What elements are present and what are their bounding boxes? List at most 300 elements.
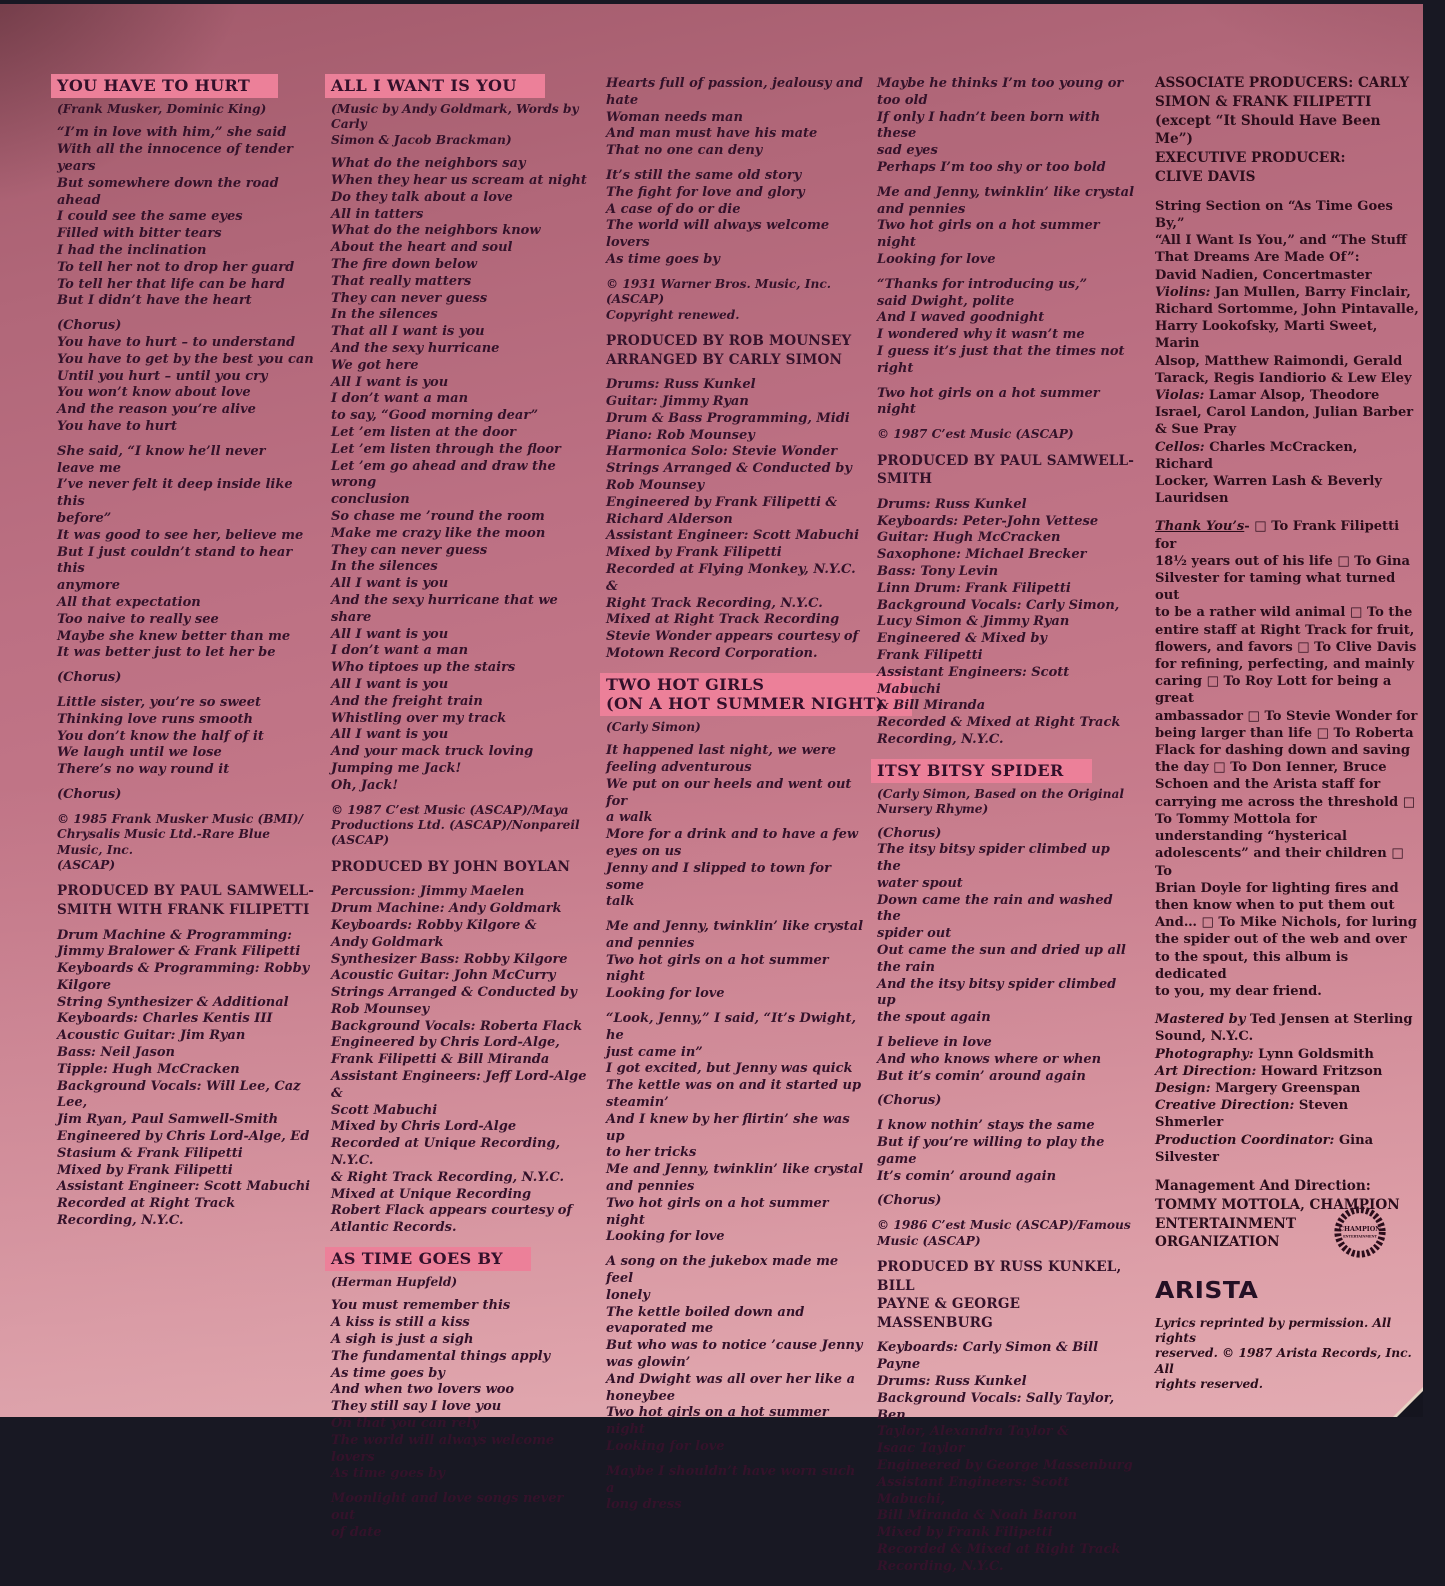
lyric-line: But I just couldn’t stand to hear this: [57, 544, 293, 577]
lyrics-stanza: [606, 76, 868, 160]
producer-credit-line: (except “It Should Have Been Me”): [1155, 112, 1381, 148]
credits-text-line: String Section on “As Time Goes By,”: [1155, 198, 1393, 231]
lyrics-stanza: [606, 1254, 868, 1456]
musician-credit-line: Keyboards: Carly Simon & Bill: [877, 1340, 1099, 1356]
musician-credit-line: Motown Record Corporation.: [606, 645, 818, 661]
credits-text-line: Silvester for taming what turned out: [1155, 571, 1396, 604]
column-two-hot-girls-itsy-bitsy-spider: [877, 76, 1137, 1586]
arista-logo: ARISTA: [1155, 1276, 1259, 1304]
lyric-line: Two hot girls on a hot summer night: [877, 218, 1100, 251]
song-title-text: (ON A HOT SUMMER NIGHT): [606, 693, 884, 713]
lyric-line: the rain: [877, 959, 935, 975]
lyric-line: hate: [606, 92, 639, 108]
text-run: Creative Direction:: [1155, 1098, 1295, 1114]
musician-credit-line: Assistant Engineers: Scott Mabuchi,: [877, 1474, 1070, 1507]
lyric-line: Looking for love: [606, 1439, 725, 1454]
song-title-row: [877, 759, 1137, 787]
lyric-line: To tell her not to drop her guard: [57, 259, 295, 275]
text-run: Steven Shmerler: [1155, 1098, 1349, 1131]
lyric-line: And Dwight was all over her like a: [606, 1371, 855, 1387]
musician-credit-line: Recorded & Mixed at Right Track: [877, 715, 1121, 731]
lyric-line: And when two lovers woo: [331, 1382, 515, 1398]
lyric-line: anymore: [57, 578, 120, 594]
musician-credit-line: Bass: Neil Jason: [57, 1045, 175, 1061]
lyric-line: And the itsy bitsy spider climbed up: [877, 976, 1117, 1009]
musician-credit-line: Synthesizer Bass: Robby Kilgore: [331, 951, 568, 967]
credits-text-line: ambassador □ To Stevie Wonder for: [1155, 708, 1418, 724]
lyric-line: (Chorus): [57, 670, 122, 686]
musician-credit-line: Keyboards & Programming: Robby: [57, 961, 310, 977]
credits-text-line: Flack for dashing down and saving: [1155, 743, 1410, 759]
song-title-row: [606, 673, 884, 720]
credits-text-line: Alsop, Matthew Raimondi, Gerald: [1155, 353, 1403, 369]
musician-credit-line: Engineered & Mixed by: [877, 631, 1047, 647]
musician-credit-line: Engineered by Chris Lord-Alge,: [331, 1035, 560, 1051]
musician-credit-line: Bass: Tony Levin: [877, 563, 999, 579]
writer-credit-line: (Frank Musker, Dominic King): [57, 102, 267, 116]
lyric-line: You don’t know the half of it: [57, 728, 264, 744]
credits-text-line: the spider out of the web and over: [1155, 932, 1407, 948]
lyric-line: Looking for love: [877, 251, 996, 267]
lyric-line: That no one can deny: [606, 143, 763, 159]
production-credit-line: PRODUCED BY PAUL SAMWELL-: [57, 883, 315, 900]
lyric-line: Two hot girls on a hot summer night: [606, 952, 829, 985]
musician-credit-line: Strings Arranged & Conducted by: [606, 461, 852, 477]
lyric-line: and pennies: [606, 935, 695, 951]
musician-credit-line: Drums: Russ Kunkel: [877, 1374, 1027, 1390]
lyric-columns: [0, 4, 1423, 1574]
lyric-line: You have to hurt – to understand: [57, 334, 296, 350]
musician-credit-line: Recording, N.Y.C.: [57, 1213, 184, 1229]
lyric-line: They still say I love you: [331, 1399, 502, 1415]
production-credit-line: SMITH WITH FRANK FILIPETTI: [57, 901, 310, 918]
lyric-line: Maybe he thinks I’m too young or: [877, 76, 1124, 91]
musician-credit-line: Percussion: Jimmy Maelen: [331, 884, 525, 900]
lyric-line: leave me: [57, 460, 122, 476]
musician-credit-line: Assistant Engineer: Scott Mabuchi: [57, 1179, 311, 1195]
musician-credit-line: Recorded at Right Track: [57, 1196, 236, 1212]
production-credit-line: PRODUCED BY JOHN BOYLAN: [331, 858, 571, 875]
lyric-line: I know nothin’ stays the same: [877, 1118, 1095, 1134]
lyric-line: I could see the same eyes: [57, 209, 243, 225]
musician-credit-line: Keyboards: Peter-John Vettese: [877, 513, 1099, 529]
copyright-notice: [877, 427, 1137, 442]
lyric-line: Hearts full of passion, jealousy and: [606, 76, 863, 91]
lyric-line: a walk: [606, 810, 653, 826]
lyric-line: Two hot girls on a hot summer night: [877, 385, 1100, 418]
lyric-line: It happened last night, we were: [606, 743, 837, 759]
lyric-line: And your mack truck loving: [331, 744, 534, 760]
musician-credit-line: Mixed by Frank Filipetti: [606, 545, 782, 561]
lyric-line: And the freight train: [331, 693, 483, 709]
song-title-highlight: [871, 759, 1092, 783]
lyric-line: In the silences: [331, 559, 438, 575]
lyric-line: You have to hurt: [57, 418, 177, 434]
writer-credit-line: Simon & Jacob Brackman): [331, 132, 512, 147]
lyric-line: lovers: [606, 235, 650, 251]
lyrics-stanza: [331, 1298, 591, 1483]
lyric-line: (Chorus): [877, 1093, 942, 1109]
musician-credit-line: Drums: Russ Kunkel: [606, 377, 756, 393]
lyrics-stanza: [877, 386, 1137, 420]
musician-credit-line: Frank Filipetti: [877, 647, 983, 663]
lyric-line: sad eyes: [877, 143, 938, 159]
lyric-line: said Dwight, polite: [877, 293, 1015, 309]
credits-text-line: [1155, 1097, 1419, 1131]
lyric-line: water spout: [877, 875, 963, 891]
musician-credit-line: Mixed by Frank Filipetti: [57, 1162, 233, 1178]
musician-credits: [877, 1340, 1137, 1575]
lyric-line: Do they talk about a love: [331, 189, 513, 205]
musician-credit-line: Recorded at Unique Recording, N.Y.C.: [331, 1136, 561, 1169]
lyric-line: But it’s comin’ around again: [877, 1068, 1086, 1084]
lyrics-stanza: [877, 1118, 1137, 1185]
musician-credit-line: Richard Alderson: [606, 511, 733, 527]
musician-credit-line: Background Vocals: Sally Taylor, Ben: [877, 1390, 1115, 1423]
credits-text-line: Lauridsen: [1155, 491, 1229, 507]
song-title-row: [331, 1247, 591, 1275]
lyric-line: Let ’em listen through the floor: [331, 441, 561, 457]
lyric-line: But I didn’t have the heart: [57, 293, 252, 309]
text-run: Charles McCracken, Richard: [1155, 439, 1358, 472]
text-run: Jan Mullen, Barry Finclair,: [1210, 284, 1411, 300]
musician-credit-line: Jim Ryan, Paul Samwell-Smith: [57, 1112, 279, 1128]
text-run: Production Coordinator:: [1155, 1132, 1335, 1148]
credits-text-line: for refining, perfecting, and mainly: [1155, 657, 1415, 673]
credits-text-line: to the spout, this album is dedicated: [1155, 949, 1349, 982]
musician-credit-line: Acoustic Guitar: Jim Ryan: [57, 1028, 246, 1044]
lyric-line: just came in”: [606, 1044, 703, 1060]
lyric-line: That all I want is you: [331, 324, 485, 340]
musician-credits: [877, 497, 1137, 749]
svg-text:ENTERTAINMENT: ENTERTAINMENT: [1343, 1233, 1377, 1238]
lyric-line: So chase me ’round the room: [331, 508, 545, 524]
musician-credit-line: Recorded at Flying Monkey, N.Y.C. &: [606, 561, 856, 594]
lyric-line: The world will always welcome: [331, 1432, 555, 1448]
lyric-line: That really matters: [331, 273, 472, 289]
musician-credit-line: Robert Flack appears courtesy of: [331, 1203, 573, 1219]
lyrics-stanza: [331, 1491, 591, 1541]
lyric-line: We laugh until we lose: [57, 745, 222, 761]
writer-credit-line: (Herman Hupfeld): [331, 1275, 458, 1290]
musician-credit-line: Drum Machine & Programming:: [57, 927, 292, 943]
production-credit-line: SMITH: [877, 471, 933, 488]
thank-yous: [1155, 518, 1419, 1000]
copyright-line: Chrysalis Music Ltd.-Rare Blue Music, Inc.: [57, 827, 270, 857]
lyric-line: All I want is you: [331, 676, 449, 692]
lyric-line: I’ve never felt it deep inside like this: [57, 477, 293, 510]
production-credit: [57, 882, 317, 919]
lyric-line: We put on our heels and went out for: [606, 776, 852, 809]
text-run: Cellos:: [1155, 439, 1205, 455]
lyric-line: the spout again: [877, 1010, 991, 1026]
credits-text-line: then know when to put them out: [1155, 897, 1395, 913]
text-run: Ted Jensen at Sterling: [1245, 1012, 1413, 1028]
lyric-line: On that you can rely: [331, 1416, 479, 1432]
copyright-line: reserved. © 1987 Arista Records, Inc. All: [1155, 1346, 1412, 1376]
credits-text-line: [1155, 284, 1419, 301]
song-title-text: ITSY BITSY SPIDER: [877, 760, 1064, 780]
musician-credit-line: Recording, N.Y.C.: [877, 1558, 1004, 1574]
musician-credit-line: Bill Miranda & Noah Baron: [877, 1508, 1078, 1524]
credits-text-line: And… □ To Mike Nichols, for luring: [1155, 915, 1417, 931]
song-title-text: TWO HOT GIRLS: [606, 674, 765, 694]
lyric-line: You won’t know about love: [57, 385, 251, 401]
lyric-line: talk: [606, 894, 635, 910]
text-run: Design:: [1155, 1080, 1211, 1096]
lyric-line: The kettle was on and it started up: [606, 1078, 862, 1094]
writer-credit: [606, 720, 868, 735]
musician-credit-line: Isaac Taylor: [877, 1441, 965, 1457]
credits-text-line: David Nadien, Concertmaster: [1155, 267, 1372, 283]
lyric-line: (Chorus): [57, 786, 122, 802]
lyric-line: Jenny and I slipped to town for some: [606, 860, 831, 893]
musician-credit-line: Stasium & Frank Filipetti: [57, 1145, 243, 1161]
lyric-line: The world will always welcome: [606, 218, 830, 234]
lyric-line: All I want is you: [331, 374, 449, 390]
copyright-notice: [57, 812, 317, 874]
lyric-line: Perhaps I’m too shy or too bold: [877, 159, 1106, 175]
lyric-line: Me and Jenny, twinklin’ like crystal: [606, 1162, 864, 1178]
text-run: Howard Fritzson: [1256, 1063, 1383, 1079]
lyrics-stanza: [57, 670, 317, 687]
musician-credit-line: Background Vocals: Roberta Flack: [331, 1018, 583, 1034]
musician-credit-line: Mixed by Frank Filipetti: [877, 1525, 1053, 1541]
lyric-line: With all the innocence of tender: [57, 142, 293, 158]
producer-credit-line: ASSOCIATE PRODUCERS: CARLY: [1155, 75, 1410, 91]
lyric-line: The fire down below: [331, 257, 478, 272]
lyric-line: It’s comin’ around again: [877, 1168, 1057, 1184]
production-credit: [877, 1258, 1137, 1332]
lyric-line: We got here: [331, 357, 419, 373]
lyric-line: spider out: [877, 926, 952, 942]
copyright-notice: [1155, 1316, 1419, 1393]
musician-credit-line: Drums: Russ Kunkel: [877, 496, 1027, 512]
musician-credit-line: Taylor, Alexandra Taylor &: [877, 1424, 1069, 1440]
lyric-line: You must remember this: [331, 1298, 511, 1314]
credits-text-line: [1155, 387, 1419, 404]
credits-text-line: entire staff at Right Track for fruit,: [1155, 622, 1415, 638]
credits-text-line: That Dreams Are Made Of”:: [1155, 250, 1360, 266]
lyric-line: and pennies: [877, 201, 966, 217]
musician-credit-line: Mixed by Chris Lord-Alge: [331, 1119, 517, 1135]
writer-credit: [877, 787, 1137, 818]
credits-text-line: [1155, 1011, 1419, 1028]
copyright-line: Lyrics reprinted by permission. All rights: [1155, 1315, 1392, 1345]
lyric-line: Two hot girls on a hot summer night: [606, 1195, 829, 1228]
lyrics-stanza: [606, 168, 868, 269]
credits-text-line: Schoen and the Arista staff for: [1155, 777, 1381, 793]
text-run: Violas:: [1155, 388, 1205, 404]
lyric-line: And who knows where or when: [877, 1051, 1102, 1067]
lyric-line: feeling adventurous: [606, 759, 752, 775]
production-staff-credits: [1155, 1011, 1419, 1166]
management-credit-line: TOMMY MOTTOLA, CHAMPION: [1155, 1196, 1400, 1213]
production-credit: [606, 332, 868, 369]
musician-credit-line: Assistant Engineers: Scott Mabuchi: [877, 664, 1070, 697]
musician-credit-line: Piano: Rob Mounsey: [606, 427, 755, 443]
lyric-line: to her tricks: [606, 1145, 697, 1161]
column-as-time-goes-by-two-hot-girls: [606, 76, 884, 1522]
lyric-line: As time goes by: [331, 1365, 445, 1381]
lyrics-stanza: [877, 277, 1137, 378]
lyrics-stanza: [57, 787, 317, 804]
production-credit: [331, 858, 591, 877]
lyric-line: But if you’re willing to play the game: [877, 1135, 1105, 1167]
musician-credit-line: Jimmy Bralower & Frank Filipetti: [57, 944, 301, 960]
musician-credit-line: String Synthesizer & Additional: [57, 994, 289, 1010]
lyric-line: But who was to notice ’cause Jenny: [606, 1338, 863, 1354]
lyric-line: A case of do or die: [606, 201, 741, 217]
musician-credit-line: Background Vocals: Will Lee, Caz Lee,: [57, 1078, 301, 1111]
lyrics-stanza: [606, 1011, 868, 1246]
lyric-line: conclusion: [331, 492, 410, 508]
lyric-line: “I’m in love with him,” she said: [57, 125, 287, 141]
text-run: Lamar Alsop, Theodore: [1204, 388, 1380, 404]
copyright-line: © 1987 C’est Music (ASCAP)/Maya: [331, 802, 569, 817]
lyric-line: They can never guess: [331, 542, 488, 558]
lyric-line: Let ’em go ahead and draw the wrong: [331, 458, 556, 491]
lyric-line: “Thanks for introducing us,”: [877, 276, 1088, 292]
lyric-line: All that expectation: [57, 594, 201, 610]
lyric-line: More for a drink and to have a few: [606, 827, 859, 843]
column-album-credits: [1155, 74, 1419, 1402]
musician-credit-line: Harmonica Solo: Stevie Wonder: [606, 444, 838, 460]
corner-shadow: [1397, 1391, 1423, 1417]
lyric-line: The fundamental things apply: [331, 1348, 551, 1364]
lyric-line: evaporated me: [606, 1321, 714, 1337]
copyright-line: (ASCAP): [57, 857, 116, 872]
lyric-line: A song on the jukebox made me feel: [606, 1254, 839, 1287]
musician-credit-line: Mixed at Unique Recording: [331, 1186, 532, 1202]
writer-credit: [331, 102, 591, 148]
musician-credit-line: Lucy Simon & Jimmy Ryan: [877, 614, 1070, 630]
musician-credit-line: Payne: [877, 1357, 921, 1373]
credits-text-line: [1155, 518, 1419, 552]
lyric-line: Looking for love: [606, 986, 725, 1002]
lyric-line: A kiss is still a kiss: [331, 1315, 470, 1331]
lyric-line: The fight for love and glory: [606, 184, 805, 200]
writer-credit-line: (Music by Andy Goldmark, Words by Carly: [331, 102, 579, 132]
credits-text-line: [1155, 1080, 1419, 1097]
song-title-highlight: [325, 1247, 531, 1271]
writer-credit-line: (Carly Simon, Based on the Original: [877, 786, 1125, 801]
lyrics-stanza: [877, 1193, 1137, 1210]
credits-text-line: [1155, 1046, 1419, 1063]
management-credit-line: Management And Direction:: [1155, 1177, 1371, 1194]
management-credit-lines: [1155, 1215, 1325, 1253]
liner-notes-sheet: [0, 4, 1423, 1574]
musician-credit-line: Engineered by Chris Lord-Alge, Ed: [57, 1129, 310, 1145]
musician-credit-line: Atlantic Records.: [331, 1220, 457, 1236]
lyric-line: What do the neighbors say: [331, 156, 526, 172]
production-credit-line: ARRANGED BY CARLY SIMON: [606, 351, 843, 368]
copyright-line: © 1986 C’est Music (ASCAP)/Famous: [877, 1218, 1131, 1233]
lyric-line: There’s no way round it: [57, 762, 230, 778]
musician-credit-line: Tipple: Hugh McCracken: [57, 1061, 240, 1077]
copyright-line: © 1985 Frank Musker Music (BMI)/: [57, 811, 303, 826]
lyric-line: Down came the rain and washed the: [877, 892, 1113, 925]
musician-credit-line: Keyboards: Robby Kilgore &: [331, 917, 537, 933]
lyric-line: Who tiptoes up the stairs: [331, 660, 516, 676]
producer-credit-line: EXECUTIVE PRODUCER:: [1155, 150, 1346, 167]
copyright-line: rights reserved.: [1155, 1377, 1263, 1392]
lyric-line: All I want is you: [331, 626, 449, 642]
lyrics-stanza: [57, 695, 317, 779]
lyric-line: Two hot girls on a hot summer night: [606, 1405, 829, 1438]
lyric-line: The itsy bitsy spider climbed up the: [877, 842, 1110, 875]
musician-credit-line: Guitar: Jimmy Ryan: [606, 393, 749, 409]
lyric-line: too old: [877, 92, 928, 108]
song-title-text: ALL I WANT IS YOU: [331, 76, 517, 95]
credits-text-line: flowers, and favors □ To Clive Davis: [1155, 639, 1417, 655]
credits-text-line: Richard Sortomme, John Pintavalle,: [1155, 302, 1419, 317]
musician-credit-line: Assistant Engineer: Scott Mabuchi: [606, 528, 860, 544]
lyrics-stanza: [877, 1093, 1137, 1110]
credits-text-line: Silvester: [1155, 1149, 1219, 1165]
lyric-line: And I waved goodnight: [877, 310, 1045, 326]
text-run: Photography:: [1155, 1046, 1254, 1062]
producer-credits: [1155, 74, 1419, 187]
lyric-line: I don’t want a man: [331, 391, 469, 407]
song-title-text: YOU HAVE TO HURT: [57, 76, 251, 95]
credits-text-line: carrying me across the threshold □: [1155, 794, 1416, 810]
musician-credit-line: Mixed at Right Track Recording: [606, 612, 840, 628]
musician-credit-line: Linn Drum: Frank Filipetti: [877, 580, 1071, 596]
lyrics-stanza: [606, 1464, 868, 1514]
credits-text-line: [1155, 1063, 1419, 1080]
production-credit-line: PAYNE & GEORGE MASSENBURG: [877, 1296, 1021, 1331]
lyric-line: All in tatters: [331, 206, 424, 222]
lyric-line: right: [877, 360, 914, 376]
musician-credit-line: Stevie Wonder appears courtesy of: [606, 629, 859, 645]
credits-text-line: Tarack, Regis Iandiorio & Lew Eley: [1155, 370, 1412, 386]
lyric-line: Woman needs man: [606, 109, 743, 125]
text-run: Margery Greenspan: [1210, 1080, 1361, 1096]
producer-credit-line: CLIVE DAVIS: [1155, 168, 1256, 185]
lyric-line: lonely: [606, 1287, 650, 1303]
underlined-label: Thank You’s: [1155, 519, 1245, 535]
lyric-line: Out came the sun and dried up all: [877, 943, 1126, 959]
column-you-have-to-hurt: [57, 74, 317, 1240]
lyrics-stanza: [57, 444, 317, 662]
credits-text-line: Brian Doyle for lighting fires and: [1155, 880, 1399, 896]
credits-text-line: the day □ To Don Ienner, Bruce: [1155, 760, 1387, 776]
text-run: Art Direction:: [1155, 1063, 1257, 1079]
lyric-line: Maybe she knew better than me: [57, 628, 291, 644]
lyric-line: Too naive to really see: [57, 611, 219, 627]
production-credit: [877, 452, 1137, 489]
string-section-credits: [1155, 198, 1419, 508]
management-credit-line: ORGANIZATION: [1155, 1234, 1280, 1251]
lyric-line: before”: [57, 510, 112, 526]
musician-credits: [606, 377, 868, 663]
lyric-line: Jumping me Jack!: [331, 760, 462, 776]
song-title-highlight: [600, 673, 912, 716]
lyric-line: eyes on us: [606, 843, 682, 859]
musician-credit-line: Frank Filipetti & Bill Miranda: [331, 1052, 550, 1068]
writer-credit-line: (Carly Simon): [606, 719, 701, 734]
lyric-line: Let ’em listen at the door: [331, 424, 516, 440]
lyric-line: steamin’: [606, 1095, 669, 1111]
lyric-line: When they hear us scream at night: [331, 173, 587, 189]
credits-text-line: Sound, N.Y.C.: [1155, 1029, 1254, 1045]
lyric-line: What do the neighbors know: [331, 223, 541, 239]
credits-text-line: Locker, Warren Lash & Beverly: [1155, 474, 1382, 490]
credits-text-line: 18½ years out of his life □ To Gina: [1155, 553, 1410, 569]
lyric-line: In the silences: [331, 307, 438, 323]
copyright-notice: [606, 277, 868, 323]
